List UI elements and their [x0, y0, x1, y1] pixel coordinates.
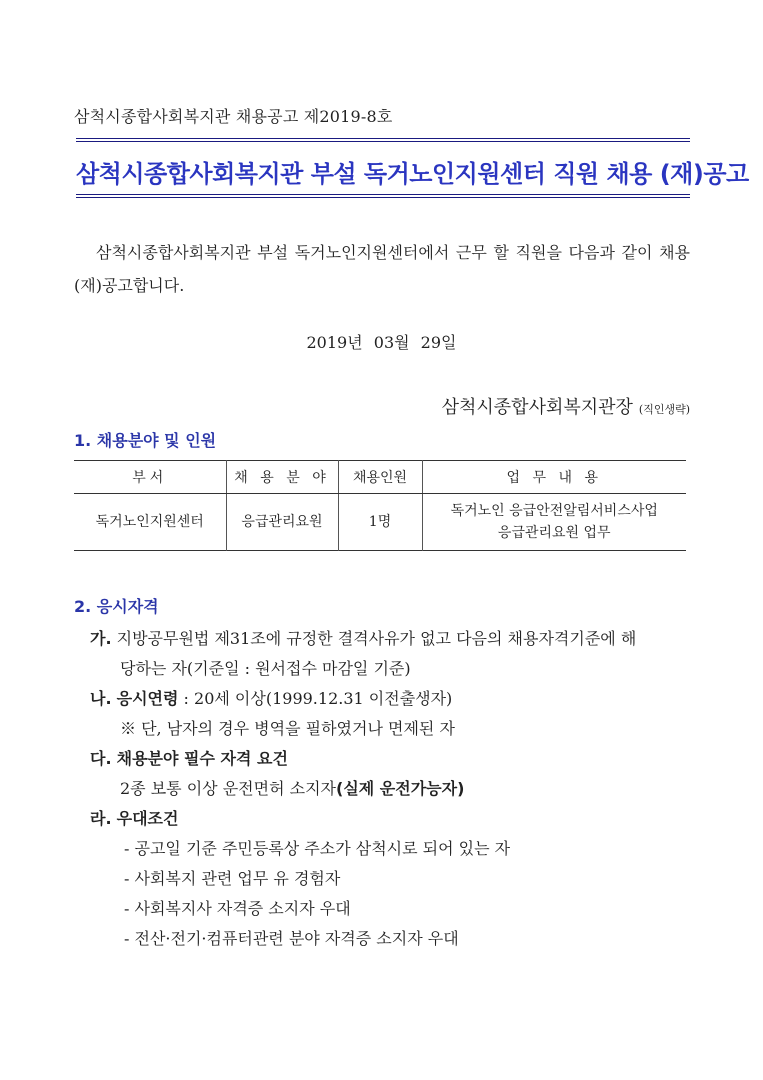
item-ra — [90, 806, 178, 829]
section2-heading: 2. 응시자격 — [74, 597, 159, 616]
cell-duties — [422, 494, 686, 551]
recruitment-table — [74, 460, 686, 551]
intro-paragraph: 삼척시종합사회복지관 부설 독거노인지원센터에서 근무 할 직원을 다음과 같이 채용 (재)공고합니다. — [74, 243, 690, 295]
issuer — [442, 393, 690, 419]
item-da — [90, 746, 288, 769]
list-item: - 공고일 기준 주민등록상 주소가 삼척시로 되어 있는 자 — [124, 839, 511, 858]
list-item: - 사회복지사 자격증 소지자 우대 — [124, 899, 351, 918]
cell-department: 독거노인지원센터 — [74, 494, 226, 551]
table-row — [74, 494, 686, 551]
header-department: 부서 — [74, 461, 226, 494]
item-na-text: : 20세 이상(1999.12.31 이전출생자) — [178, 689, 453, 708]
header-field: 채 용 분 야 — [226, 461, 338, 494]
item-ga-line2: 당하는 자(기준일 : 원서접수 마감일 기준) — [120, 659, 411, 678]
item-ra-label: 우대조건 — [116, 809, 179, 828]
issuer-name: 삼척시종합사회복지관장 — [441, 397, 633, 418]
item-da-text — [120, 776, 464, 799]
item-da-bold: (실제 운전가능자) — [336, 779, 465, 798]
item-na-note: ※ 단, 남자의 경우 병역을 필하였거나 면제된 자 — [120, 719, 455, 738]
item-ga-line1: 지방공무원법 제31조에 규정한 결격사유가 없고 다음의 채용자격기준에 해 — [116, 629, 637, 648]
notice-number: 삼척시종합사회복지관 채용공고 제2019-8호 — [74, 107, 393, 126]
item-ga — [90, 626, 636, 649]
item-na-marker: 나. — [90, 689, 112, 708]
item-ga-marker: 가. — [90, 629, 112, 648]
notice-date: 2019년 03월 29일 — [306, 333, 457, 352]
table-header-row — [74, 461, 686, 494]
section1-heading: 1. 채용분야 및 인원 — [74, 431, 217, 450]
list-item: - 사회복지 관련 업무 유 경험자 — [124, 869, 341, 888]
header-duties: 업 무 내 용 — [422, 461, 686, 494]
item-ra-marker: 라. — [90, 809, 112, 828]
cell-duties-line1: 독거노인 응급안전알림서비스사업 — [450, 503, 658, 519]
item-da-marker: 다. — [90, 749, 112, 768]
cell-duties-line2: 응급관리요원 업무 — [497, 525, 611, 541]
cell-field: 응급관리요원 — [226, 494, 338, 551]
cell-count: 1명 — [338, 494, 422, 551]
issuer-seal: (직인생략) — [638, 403, 690, 416]
item-na-label: 응시연령 — [116, 689, 179, 708]
item-na — [90, 686, 452, 709]
title-box — [76, 138, 749, 198]
item-da-label: 채용분야 필수 자격 요건 — [116, 749, 288, 768]
item-da-requirement: 2종 보통 이상 운전면허 소지자 — [120, 779, 336, 798]
header-count: 채용인원 — [338, 461, 422, 494]
document-title: 삼척시종합사회복지관 부설 독거노인지원센터 직원 채용 (재)공고 — [76, 160, 749, 188]
list-item: - 전산·전기·컴퓨터관련 분야 자격증 소지자 우대 — [124, 929, 459, 948]
